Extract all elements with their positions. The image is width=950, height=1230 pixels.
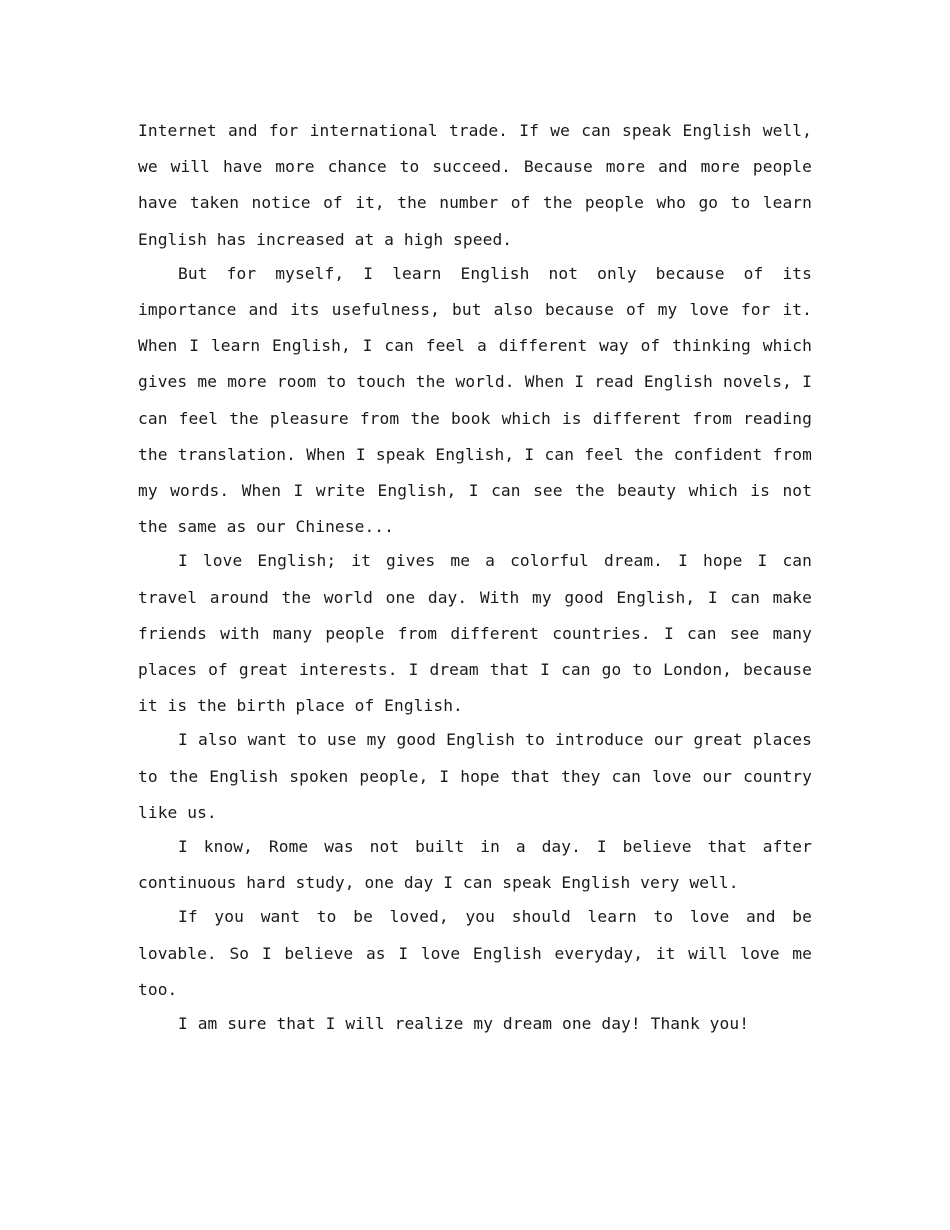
paragraph-6: If you want to be loved, you should learn to love and be lovable. So I believe as I love English everyday, it will love me too. (138, 907, 812, 999)
paragraph-7: I am sure that I will realize my dream one day! Thank you! (178, 1014, 750, 1034)
paragraph-1: Internet and for international trade. If we can speak English well, we will have more chance to succeed. Because more and more people have taken notice of it, the number of the people who go to learn English has increased at a high speed. (138, 121, 812, 249)
document-body (138, 113, 812, 1040)
paragraph-2: But for myself, I learn English not only because of its importance and its usefulness, but also because of my love for it. When I learn English, I can feel a different way of thinking which gives me more room to touch the world. When I read English novels, I can feel the pleasure from the book which is different from reading the translation. When I speak English, I can feel the confident from my words. When I write English, I can see the beauty which is not the same as our Chinese... (138, 263, 812, 537)
paragraph-4: I also want to use my good English to introduce our great places to the English spoken people, I hope that they can love our country like us. (138, 730, 812, 822)
paragraph-5: I know, Rome was not built in a day. I believe that after continuous hard study, one day I can speak English very well. (138, 837, 812, 893)
paragraph-3: I love English; it gives me a colorful dream. I hope I can travel around the world one day. With my good English, I can make friends with many people from different countries. I can see many places of great interests. I dream that I can go to London, because it is the birth place of English. (138, 551, 812, 716)
